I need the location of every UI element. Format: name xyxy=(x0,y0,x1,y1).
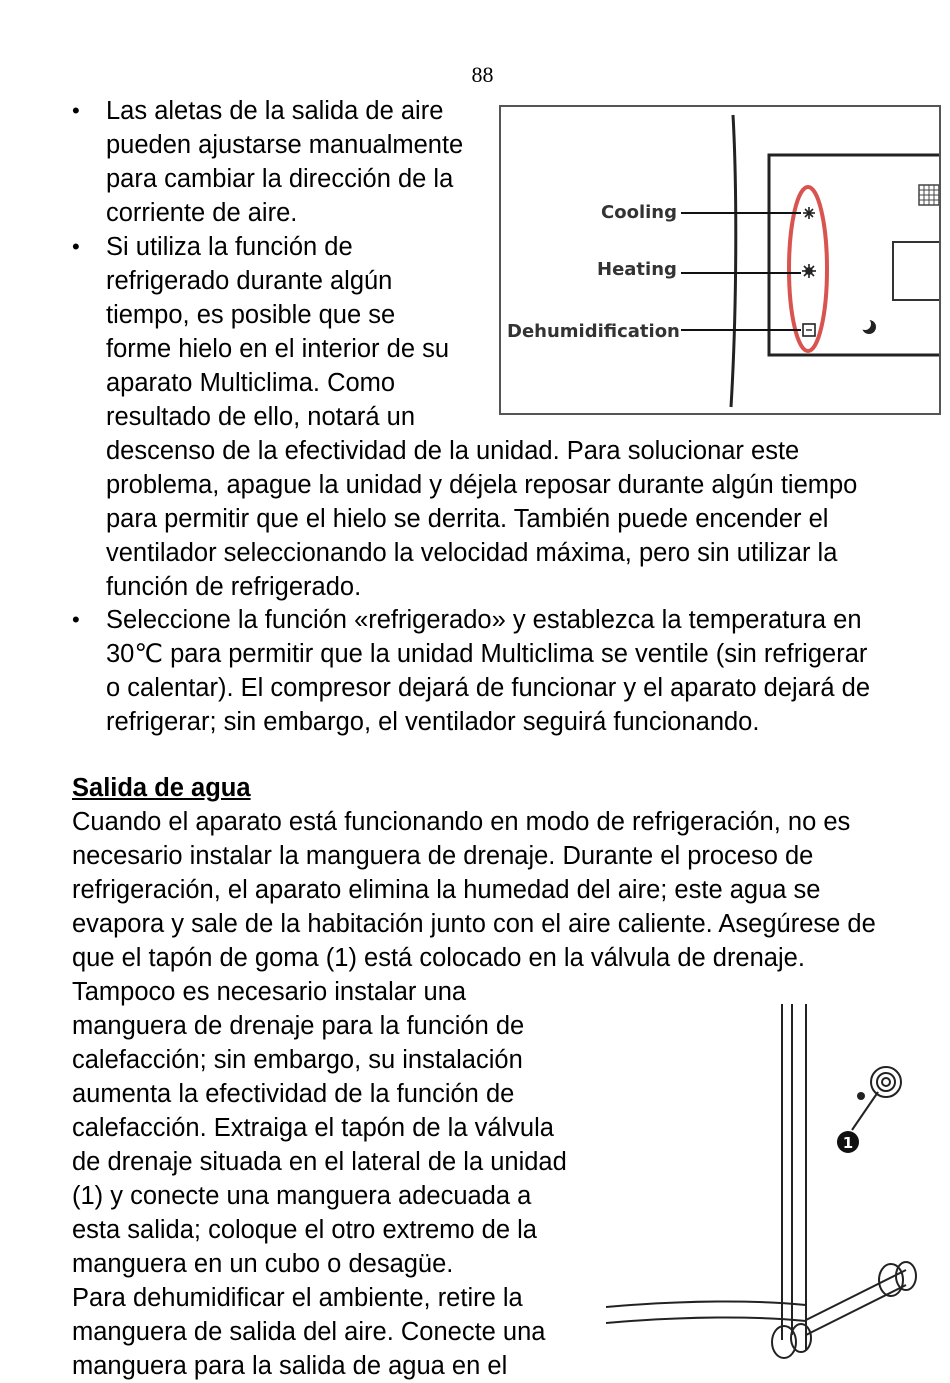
section-line: (1) y conecte una manguera adecuada a xyxy=(72,1182,532,1210)
lcd-window xyxy=(893,242,939,300)
bullet-2-line-1: Si utiliza la función de xyxy=(106,233,353,261)
bullet-2-line-6: resultado de ello, notará un xyxy=(106,403,416,431)
section-line: manguera en un cubo o desagüe. xyxy=(72,1250,454,1278)
section-line: evapora y sale de la habitación junto con el aire caliente. Asegúrese de xyxy=(72,910,876,938)
bullet-2-line-9: para permitir que el hielo se derrita. También puede encender el xyxy=(106,505,829,533)
bullet-1-line-2: pueden ajustarse manualmente xyxy=(106,131,464,159)
section-line: Cuando el aparato está funcionando en modo de refrigeración, no es xyxy=(72,808,851,836)
section-line: Tampoco es necesario instalar una xyxy=(72,978,467,1006)
bullet-3-line-2: 30℃ para permitir que la unidad Multiclima se ventile (sin refrigerar xyxy=(106,640,868,668)
section-line: calefacción; sin embargo, su instalación xyxy=(72,1046,523,1074)
bullet-2-line-3: tiempo, es posible que se xyxy=(106,301,396,329)
control-panel-diagram xyxy=(501,107,939,413)
bullet-marker: • xyxy=(72,607,80,632)
control-panel-figure xyxy=(499,105,941,415)
bullet-2-line-7: descenso de la efectividad de la unidad. Para solucionar este xyxy=(106,437,800,465)
dehumidify-icon xyxy=(803,324,815,336)
page-number: 88 xyxy=(471,62,494,87)
bullet-2-line-8: problema, apague la unidad y déjela reposar durante algún tiempo xyxy=(106,471,858,499)
bullet-1-line-3: para cambiar la dirección de la xyxy=(106,165,454,193)
bullet-2-line-2: refrigerado durante algún xyxy=(106,267,393,295)
bullet-3-line-4: refrigerar; sin embargo, el ventilador seguirá funcionando. xyxy=(106,708,760,736)
section-line: que el tapón de goma (1) está colocado en la válvula de drenaje. xyxy=(72,944,805,972)
section-heading: Salida de agua xyxy=(72,774,251,802)
label-dehumidification: Dehumidification xyxy=(507,321,680,342)
bullet-1-line-4: corriente de aire. xyxy=(106,199,298,227)
sun-icon xyxy=(802,264,816,278)
bullet-3-line-3: o calentar). El compresor dejará de funcionar y el aparato dejará de xyxy=(106,674,871,702)
bullet-marker: • xyxy=(72,98,80,123)
section-line: esta salida; coloque el otro extremo de la xyxy=(72,1216,537,1244)
label-cooling: Cooling xyxy=(601,202,677,223)
bullet-2-line-10: ventilador seleccionando la velocidad máxima, pero sin utilizar la xyxy=(106,539,838,567)
bullet-2-line-4: forme hielo en el interior de su xyxy=(106,335,450,363)
section-line: calefacción. Extraiga el tapón de la válvula xyxy=(72,1114,554,1142)
callout-number: 1 xyxy=(842,1134,854,1152)
label-heating: Heating xyxy=(597,259,677,280)
section-line: aumenta la efectividad de la función de xyxy=(72,1080,515,1108)
section-line: manguera para la salida de agua en el xyxy=(72,1352,508,1380)
bullet-3-line-1: Seleccione la función «refrigerado» y establezca la temperatura en xyxy=(106,606,862,634)
moon-icon xyxy=(859,318,876,334)
drain-outlet-figure xyxy=(606,1000,936,1381)
section-line: necesario instalar la manguera de drenaje. Durante el proceso de xyxy=(72,842,814,870)
bullet-2-line-11: función de refrigerado. xyxy=(106,573,362,601)
bullet-marker: • xyxy=(72,234,80,259)
section-line: de drenaje situada en el lateral de la unidad xyxy=(72,1148,567,1176)
section-line: manguera de salida del aire. Conecte una xyxy=(72,1318,546,1346)
snowflake-icon xyxy=(803,207,815,219)
housing-edge xyxy=(731,115,736,407)
grid-icon xyxy=(919,185,939,205)
section-line: refrigeración, el aparato elimina la humedad del aire; este agua se xyxy=(72,876,821,904)
section-line: Para dehumidificar el ambiente, retire la xyxy=(72,1284,523,1312)
bullet-1-line-1: Las aletas de la salida de aire xyxy=(106,97,444,125)
bullet-2-line-5: aparato Multiclima. Como xyxy=(106,369,396,397)
section-line: manguera de drenaje para la función de xyxy=(72,1012,525,1040)
